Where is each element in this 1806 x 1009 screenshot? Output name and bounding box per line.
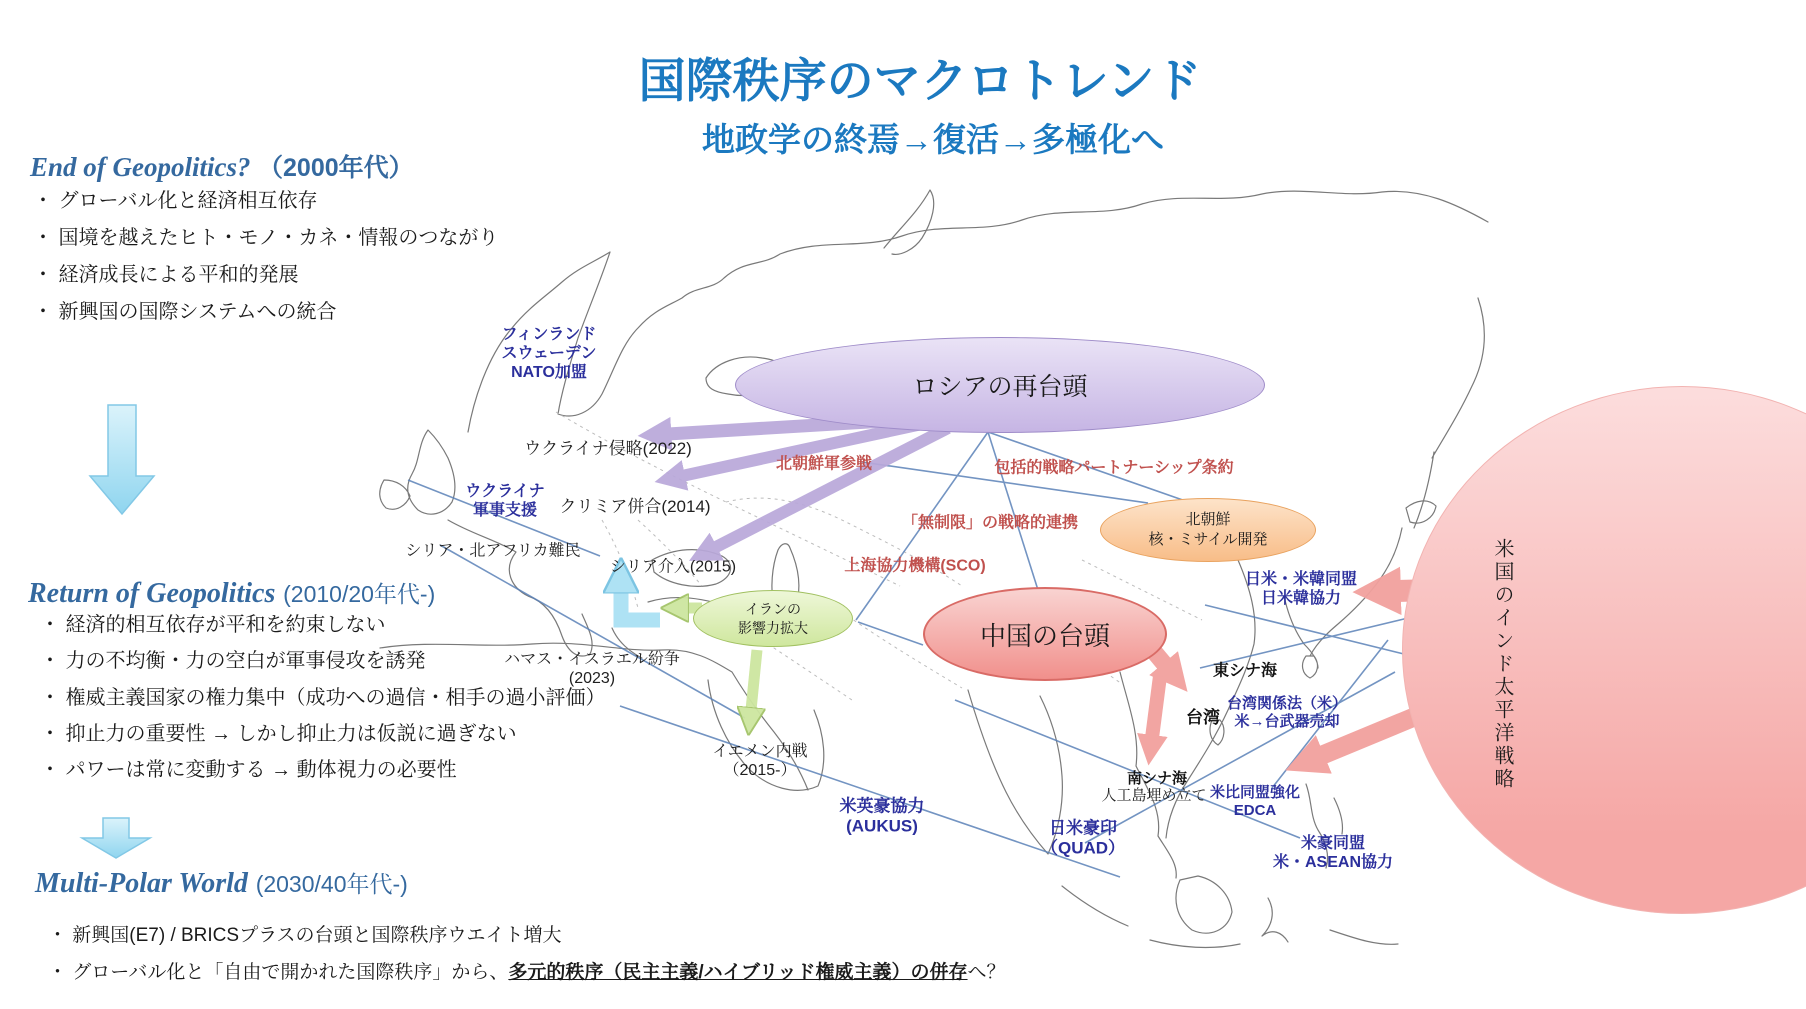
label-taiwan: 台湾: [1186, 707, 1220, 727]
label-strategic-partnership: 包括的戦略パートナーシップ条約: [994, 459, 1234, 477]
bullet-suffix: へ？: [967, 962, 1006, 983]
label-quad: [1041, 819, 1125, 860]
bullet-mixed: [48, 954, 1006, 991]
end-of-geopolitics-bullets: [33, 183, 498, 331]
bubble-iran: [693, 590, 853, 647]
label-hamas-israel: [504, 650, 680, 688]
page-subtitle: 地政学の終焉→復活→多極化へ: [702, 121, 1164, 158]
label-line: (AUKUS): [846, 817, 918, 836]
label-line: 日米豪印: [1049, 818, 1117, 838]
label-syria-intervention: シリア介入(2015): [609, 558, 737, 576]
bullet: ・ 新興国(E7) / BRICSプラスの台頭と国際秩序ウエイト増大: [48, 925, 562, 946]
bubble-iran-line1: イランの: [745, 600, 801, 617]
bubble-north-korea: [1100, 498, 1316, 562]
label-east-china-sea: 東シナ海: [1212, 662, 1278, 680]
bubble-iran-line2: 影響力拡大: [738, 619, 808, 636]
label-artificial-islands: 人工島埋め立て: [1101, 787, 1207, 804]
label-ukraine-support: [465, 482, 545, 520]
label-line: 米→台武器売却: [1234, 713, 1340, 730]
label-line: 米豪同盟: [1300, 834, 1366, 852]
section-heading: Return of Geopolitics: [28, 578, 276, 609]
label-ukraine-invasion: ウクライナ侵略(2022): [524, 438, 692, 458]
section-era: （2000年代）: [258, 154, 414, 182]
bullet: ・ 経済的相互依存が平和を約束しない: [40, 614, 386, 636]
label-us-ph-alliance-edca: [1210, 784, 1300, 820]
bubble-china-label: 中国の台頭: [979, 620, 1110, 651]
bullet: ・ 抑止力の重要性 → しかし抑止力は仮説に過ぎない: [40, 722, 517, 745]
bubble-nk-line1: 北朝鮮: [1185, 510, 1231, 528]
label-sco: 上海協力機構(SCO): [844, 557, 986, 575]
bubble-china: [923, 587, 1167, 681]
label-line: (2023): [568, 670, 616, 687]
label-line: 米英豪協力: [839, 796, 925, 816]
refugee-flow-arrow: [621, 590, 660, 620]
bullet-prefix: ・ グローバル化と「自由で開かれた国際秩序」から、: [48, 962, 509, 983]
label-finland-sweden-nato: [501, 325, 596, 383]
label-line: 軍事支援: [472, 502, 537, 519]
label-south-china-sea: 南シナ海: [1126, 770, 1188, 787]
label-line: イエメン内戦: [712, 742, 808, 760]
label-syria-refugees: シリア・北アフリカ難民: [405, 542, 581, 560]
bubble-russia-label: ロシアの再台頭: [912, 373, 1088, 401]
label-yemen-civil-war: [712, 742, 807, 780]
section-multi-polar-world: [35, 866, 408, 900]
label-aukus: [840, 797, 925, 838]
label-line: フィンランド: [501, 326, 597, 344]
label-line: （2015-）: [723, 762, 797, 779]
bullet: ・ 経済成長による平和的発展: [33, 264, 299, 286]
label-jp-us-kr-alliance: [1245, 570, 1357, 608]
label-line: スウェーデン: [501, 345, 597, 363]
bubble-nk-line2: 核・ミサイル開発: [1148, 531, 1268, 548]
page-title: 国際秩序のマクロトレンド: [638, 54, 1202, 107]
label-nk-troops: 北朝鮮軍参戦: [775, 455, 873, 473]
section-era: (2010/20年代-): [283, 581, 436, 607]
section-heading: Multi-Polar World: [35, 868, 248, 899]
bullet: ・ 権威主義国家の権力集中（成功への過信・相手の過小評価）: [40, 686, 606, 709]
label-line: 台湾関係法（米）: [1226, 695, 1348, 712]
section-era: (2030/40年代-): [255, 871, 408, 897]
return-of-geopolitics-bullets: [40, 607, 606, 788]
section-end-of-geopolitics: [30, 148, 414, 184]
label-line: 日米・米韓同盟: [1244, 570, 1358, 588]
bullet: ・ 力の不均衡・力の空白が軍事侵攻を誘発: [40, 650, 426, 673]
section-heading: End of Geopolitics?: [30, 152, 251, 182]
bubble-usa-label: 米国のインド太平洋戦略: [1491, 538, 1513, 791]
label-line: EDCA: [1233, 802, 1277, 819]
label-line: ハマス・イスラエル紛争: [504, 650, 680, 668]
bullet: ・ 国境を越えたヒト・モノ・カネ・情報のつながり: [33, 227, 499, 249]
label-line: NATO加盟: [511, 364, 587, 382]
label-taiwan-relations-act: [1227, 695, 1347, 731]
label-line: ウクライナ: [465, 482, 545, 500]
section-return-of-geopolitics: [28, 576, 435, 610]
multi-polar-bullets: [48, 917, 1006, 991]
label-line: 米比同盟強化: [1209, 784, 1301, 801]
bullet: ・ 新興国の国際システムへの統合: [33, 301, 337, 323]
label-line: 日米韓協力: [1260, 590, 1342, 607]
label-unlimited-partnership: 「無制限」の戦略的連携: [901, 514, 1079, 532]
bullet-emphasis: 多元的秩序（民主主義/ハイブリッド権威主義）の併存: [508, 962, 968, 983]
bullet: ・ パワーは常に変動する → 動体視力の必要性: [40, 759, 457, 782]
bubble-russia: [735, 337, 1265, 433]
label-us-au-asean: [1273, 834, 1393, 872]
label-line: （QUAD）: [1040, 839, 1126, 858]
label-crimea: クリミア併合(2014): [559, 496, 711, 516]
label-line: 米・ASEAN協力: [1272, 854, 1394, 871]
bullet: ・ グローバル化と経済相互依存: [33, 190, 318, 212]
